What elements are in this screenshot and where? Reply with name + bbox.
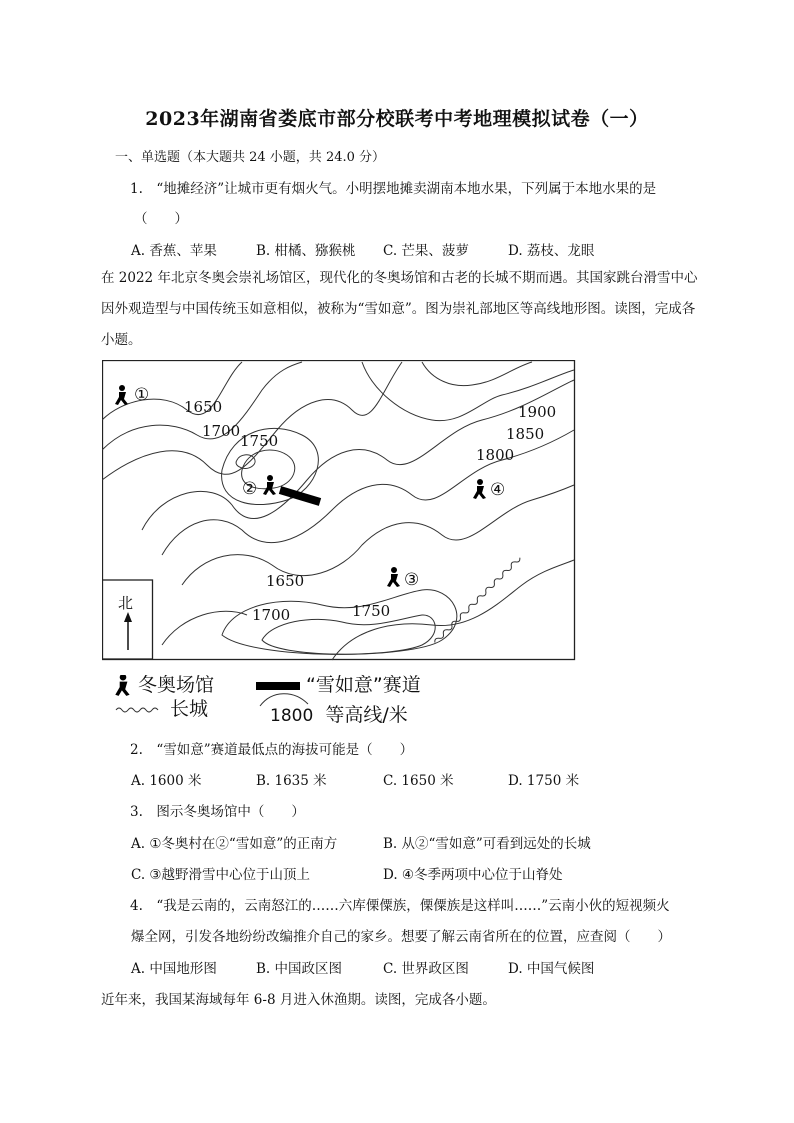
passage-2: 近年来，我国某海域每年 6-8 月进入休渔期。读图，完成各小题。 [101,992,496,1008]
section-heading: 一、单选题（本大题共 24 小题，共 24.0 分） [115,150,386,165]
q2-option-d: D. 1750 米 [508,773,580,789]
contour-label: 1800 [476,446,515,464]
contour-label: 1650 [184,398,223,416]
q1-option-b: B. 柑橘、猕猴桃 [256,243,356,259]
q3-option-c: C. ③越野滑雪中心位于山顶上 [131,867,311,883]
legend-wall [114,694,208,721]
contour-label: 1750 [352,602,391,620]
q3-option-b: B. 从②“雪如意”可看到远处的长城 [383,836,591,852]
contour-label: 1700 [202,422,241,440]
q4-stem-line1: 4. “我是云南的，云南怒江的……六库傈僳族，傈僳族是这样叫……”云南小伙的短视频火 [130,898,670,914]
q3-option-a: A. ①冬奥村在②“雪如意”的正南方 [131,836,338,852]
contour-label: 1900 [518,403,557,421]
contour-label: 1650 [266,572,305,590]
q1-blank: （ ） [134,211,188,227]
contour-map [102,360,576,662]
q1-option-a: A. 香蕉、苹果 [131,243,217,259]
q4-option-a: A. 中国地形图 [131,961,217,977]
q1-option-d: D. 荔枝、龙眼 [508,243,595,259]
legend-track-label: “雪如意”赛道 [306,674,421,696]
exam-title: 2023年湖南省娄底市部分校联考中考地理模拟试卷（一） [145,108,649,130]
q4-option-b: B. 中国政区图 [256,961,343,977]
site-label-3: ③ [404,570,420,590]
q2-option-c: C. 1650 米 [383,773,454,789]
wall-symbol-icon [114,703,160,717]
north-label: 北 [118,594,134,612]
contour-label: 1750 [240,432,279,450]
site-label-1: ① [134,385,150,405]
site-label-4: ④ [490,480,506,500]
legend-contour [258,700,408,727]
legend-wall-label: 长城 [170,698,209,720]
legend-venue-label: 冬奥场馆 [138,674,215,696]
legend-contour-value: 1800 [270,706,314,726]
contour-label: 1850 [506,425,545,443]
legend-venue [114,670,214,697]
q2-option-b: B. 1635 米 [256,773,327,789]
contour-sample-icon [258,686,310,712]
q4-option-c: C. 世界政区图 [383,961,469,977]
q2-stem: 2. “雪如意”赛道最低点的海拔可能是（ ） [130,742,414,758]
q1-stem: 1. “地摊经济”让城市更有烟火气。小明摆地摊卖湖南本地水果，下列属于本地水果的是 [130,181,657,197]
passage-1: 在 2022 年北京冬奥会崇礼场馆区，现代化的冬奥场馆和古老的长城不期而遇。其国家跳台滑雪中心因外观造型与中国传统玉如意相似，被称为“雪如意”。图为崇礼部地区等高线地形图。读图，完成各小题。 [101,270,698,348]
contour-label: 1700 [252,606,291,624]
legend-contour-label: 等高线/米 [325,704,408,726]
q3-stem: 3. 图示冬奥场馆中（ ） [130,804,305,820]
q4-option-d: D. 中国气候图 [508,961,595,977]
q2-option-a: A. 1600 米 [131,773,202,789]
q3-option-d: D. ④冬季两项中心位于山脊处 [383,867,563,883]
q4-stem-line2: 爆全网，引发各地纷纷改编推介自己的家乡。想要了解云南省所在的位置，应查阅（ ） [131,929,671,945]
q1-option-c: C. 芒果、菠萝 [383,243,469,259]
site-label-2: ② [242,479,258,499]
